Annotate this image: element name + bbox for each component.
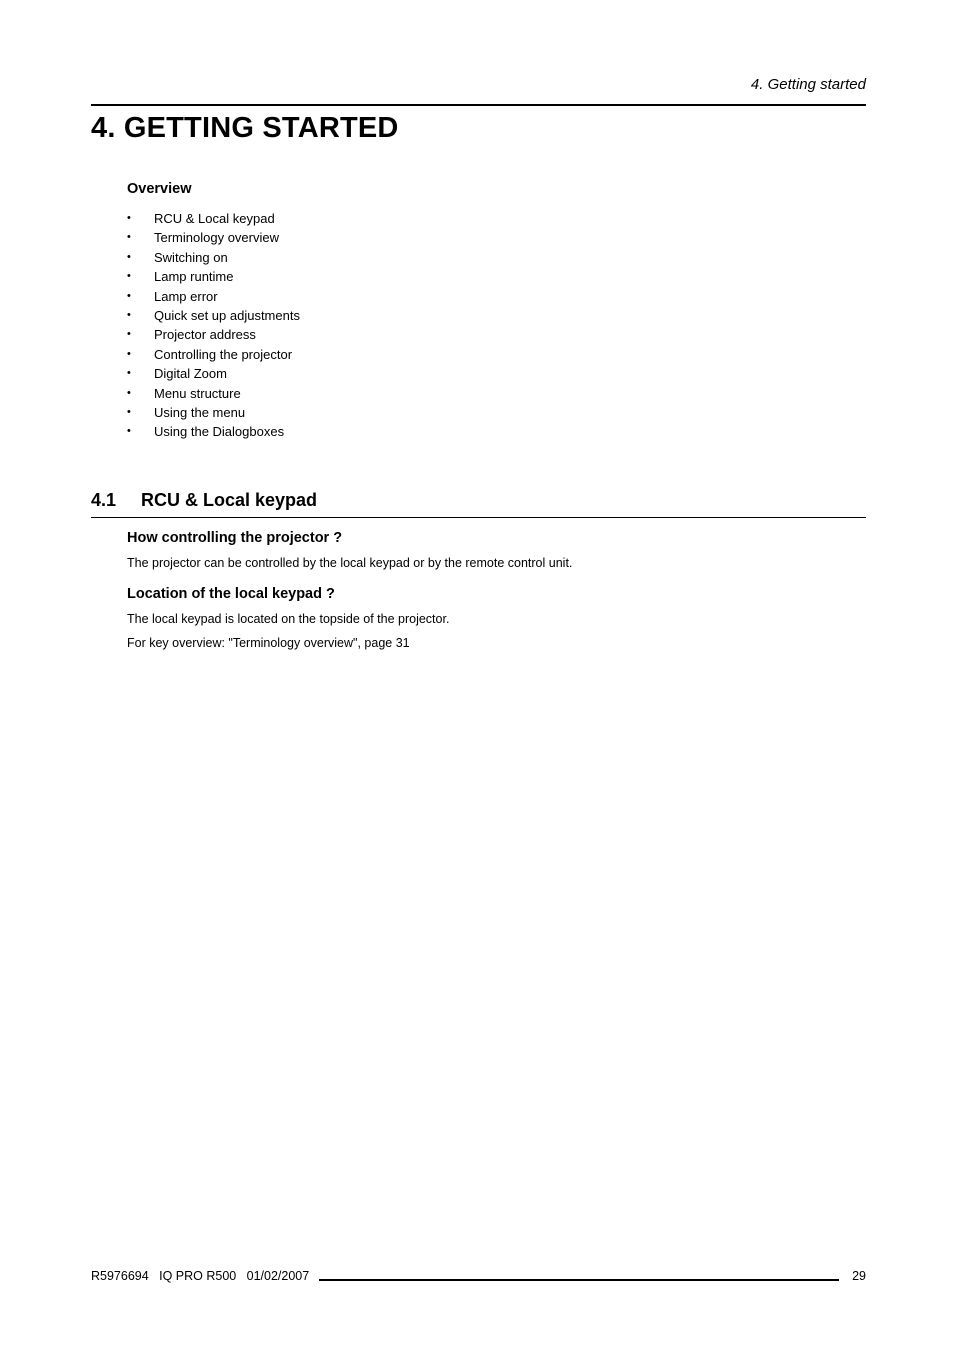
section-title — [91, 490, 317, 511]
page-number: 29 — [852, 1269, 866, 1283]
footer-doc-info: R5976694 IQ PRO R500 01/02/2007 — [91, 1269, 310, 1283]
bullet-icon: • — [127, 289, 131, 302]
bullet-icon: • — [127, 250, 131, 263]
list-item-label: Terminology overview — [154, 230, 279, 246]
list-item-label: RCU & Local keypad — [154, 211, 275, 226]
list-item-label: Using the menu — [154, 404, 246, 420]
subheading-location: Location of the local keypad ? — [127, 586, 335, 602]
list-item-label: Menu structure — [154, 385, 241, 401]
bullet-icon: • — [127, 425, 131, 438]
list-item-label: Lamp runtime — [154, 269, 234, 285]
list-item — [127, 268, 300, 287]
list-item — [127, 404, 300, 423]
list-item-label: Controlling the projector — [154, 346, 293, 362]
paragraph-location: The local keypad is located on the topside of the projector. — [127, 612, 450, 626]
list-item-label: Switching on — [154, 249, 228, 265]
bullet-icon: • — [127, 270, 131, 283]
bullet-icon: • — [127, 308, 131, 321]
list-item-label: Quick set up adjustments — [154, 307, 300, 323]
list-item — [127, 288, 300, 307]
header-rule — [91, 104, 866, 106]
paragraph-key-overview: For key overview: "Terminology overview", page 31 — [127, 636, 410, 650]
subheading-how-controlling: How controlling the projector ? — [127, 530, 343, 546]
list-item-label: Lamp error — [154, 288, 218, 304]
list-item-label: Projector address — [154, 327, 256, 343]
footer-rule — [319, 1279, 839, 1281]
list-item — [127, 423, 300, 442]
list-item — [127, 346, 300, 365]
overview-list — [127, 210, 300, 443]
bullet-icon: • — [127, 231, 131, 244]
bullet-icon: • — [127, 212, 131, 224]
chapter-title: 4. GETTING STARTED — [91, 112, 399, 144]
list-item-label: Using the Dialogboxes — [154, 424, 285, 440]
bullet-icon: • — [127, 386, 131, 399]
list-item — [127, 249, 300, 268]
list-item — [127, 307, 300, 326]
list-item-label: Digital Zoom — [154, 366, 227, 382]
list-item — [127, 385, 300, 404]
bullet-icon: • — [127, 405, 131, 418]
bullet-icon: • — [127, 367, 131, 380]
list-item — [127, 229, 300, 248]
section-title-text: RCU & Local keypad — [141, 490, 318, 510]
section-number: 4.1 — [91, 490, 117, 510]
overview-title: Overview — [127, 181, 192, 197]
list-item — [127, 365, 300, 384]
running-header: 4. Getting started — [750, 76, 866, 93]
bullet-icon: • — [127, 347, 131, 360]
paragraph-controlling: The projector can be controlled by the local keypad or by the remote control unit. — [127, 556, 573, 570]
section-rule — [91, 517, 866, 518]
list-item — [127, 326, 300, 345]
bullet-icon: • — [127, 328, 131, 341]
list-item — [127, 210, 300, 229]
